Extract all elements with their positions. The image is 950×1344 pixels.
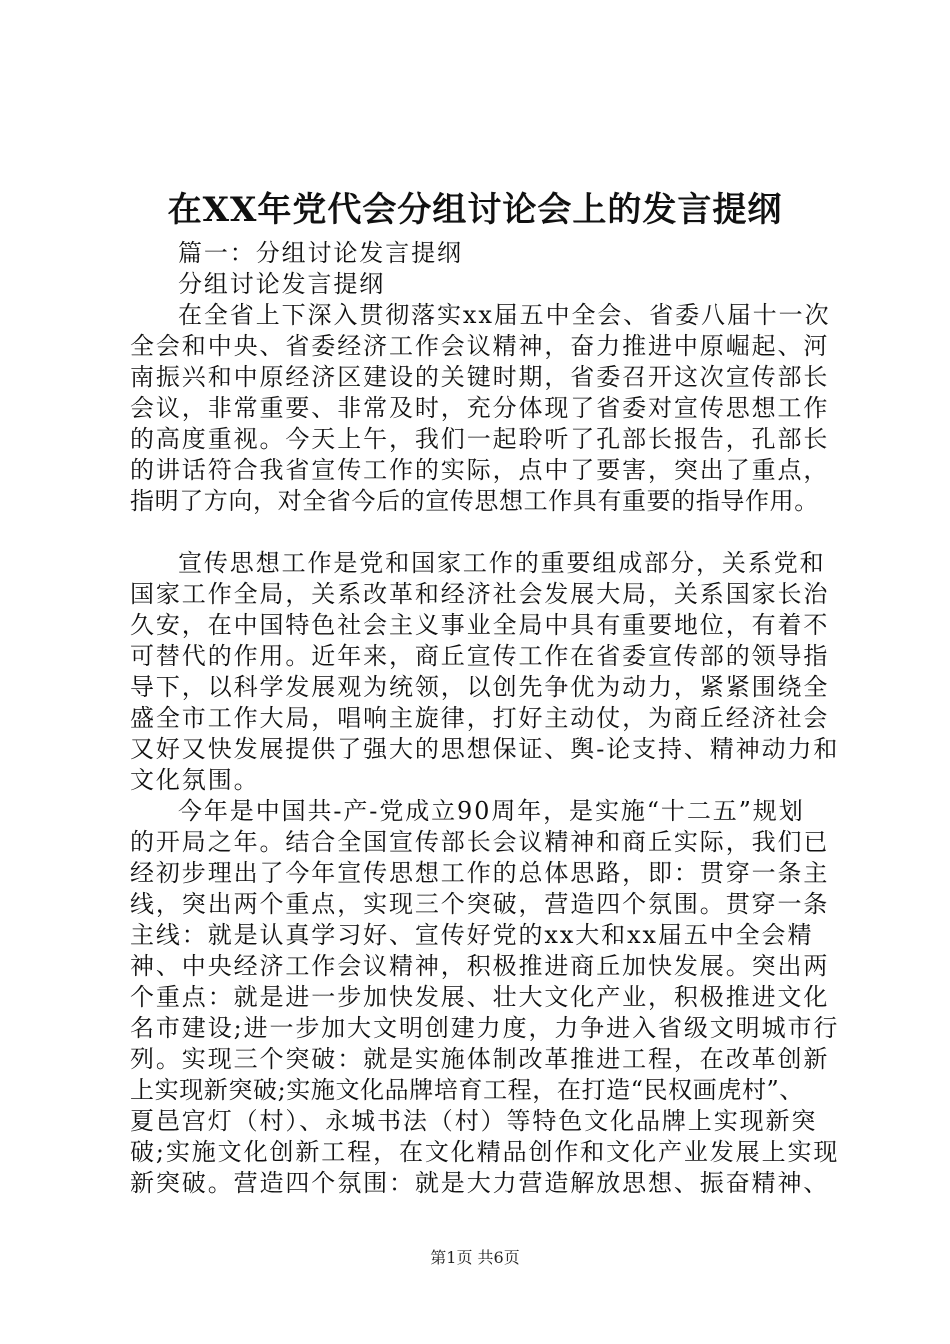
paragraph-spacer [130, 517, 835, 548]
paragraph-line: 可替代的作用。近年来，商丘宣传工作在省委宣传部的领导指 [130, 642, 830, 670]
paragraph-line: 会议，非常重要、非常及时，充分体现了省委对宣传思想工作 [130, 394, 830, 422]
paragraph-line: 名市建设;进一步加大文明创建力度，力争进入省级文明城市行 [130, 1014, 840, 1042]
paragraph-2 [130, 548, 840, 796]
paragraph-line: 国家工作全局，关系改革和经济社会发展大局，关系国家长治 [130, 580, 830, 608]
page-number-footer: 第1页 共6页 [430, 1248, 520, 1267]
paragraph-line: 在全省上下深入贯彻落实xx届五中全会、省委八届十一次 [178, 301, 831, 329]
paragraph-1 [130, 300, 835, 517]
paragraph-line: 盛全市工作大局，唱响主旋律，打好主动仗，为商丘经济社会 [130, 704, 830, 732]
subsection-heading: 分组讨论发言提纲 [178, 270, 386, 298]
paragraph-line: 夏邑宫灯（村）、永城书法（村）等特色文化品牌上实现新突 [130, 1107, 818, 1135]
paragraph-line: 经初步理出了今年宣传思想工作的总体思路，即：贯穿一条主 [130, 859, 830, 887]
paragraph-line: 指明了方向，对全省今后的宣传思想工作具有重要的指导作用。 [130, 487, 819, 515]
paragraph-line: 破;实施文化创新工程，在文化精品创作和文化产业发展上实现 [130, 1138, 840, 1166]
paragraph-line: 今年是中国共-产-党成立90周年，是实施“十二五”规划 [178, 797, 805, 825]
section-heading: 篇一：分组讨论发言提纲 [178, 239, 463, 267]
paragraph-line: 宣传思想工作是党和国家工作的重要组成部分，关系党和 [178, 549, 826, 577]
paragraph-3 [130, 796, 840, 1199]
paragraph-line: 主线：就是认真学习好、宣传好党的xx大和xx届五中全会精 [130, 921, 814, 949]
paragraph-line: 文化氛围。 [130, 766, 260, 794]
paragraph-line: 久安，在中国特色社会主义事业全局中具有重要地位，有着不 [130, 611, 830, 639]
paragraph-line: 南振兴和中原经济区建设的关键时期，省委召开这次宣传部长 [130, 363, 830, 391]
paragraph-line: 个重点：就是进一步加快发展、壮大文化产业，积极推进文化 [130, 983, 830, 1011]
document-title: 在XX年党代会分组讨论会上的发言提纲 [167, 190, 783, 230]
paragraph-line: 神、中央经济工作会议精神，积极推进商丘加快发展。突出两 [130, 952, 830, 980]
paragraph-line: 的高度重视。今天上午，我们一起聆听了孔部长报告，孔部长 [130, 425, 830, 453]
document-body [130, 238, 840, 1199]
paragraph-line: 又好又快发展提供了强大的思想保证、舆-论支持、精神动力和 [130, 735, 840, 763]
paragraph-line: 全会和中央、省委经济工作会议精神，奋力推进中原崛起、河 [130, 332, 830, 360]
paragraph-line: 新突破。营造四个氛围：就是大力营造解放思想、振奋精神、 [130, 1169, 830, 1197]
paragraph-line: 导下，以科学发展观为统领，以创先争优为动力，紧紧围绕全 [130, 673, 830, 701]
paragraph-line: 的开局之年。结合全国宣传部长会议精神和商丘实际，我们已 [130, 828, 830, 856]
paragraph-line: 列。实现三个突破：就是实施体制改革推进工程，在改革创新 [130, 1045, 830, 1073]
paragraph-line: 上实现新突破;实施文化品牌培育工程，在打造“民权画虎村”、 [130, 1076, 805, 1104]
paragraph-line: 的讲话符合我省宣传工作的实际，点中了要害，突出了重点， [130, 456, 830, 484]
paragraph-line: 线，突出两个重点，实现三个突破，营造四个氛围。贯穿一条 [130, 890, 830, 918]
